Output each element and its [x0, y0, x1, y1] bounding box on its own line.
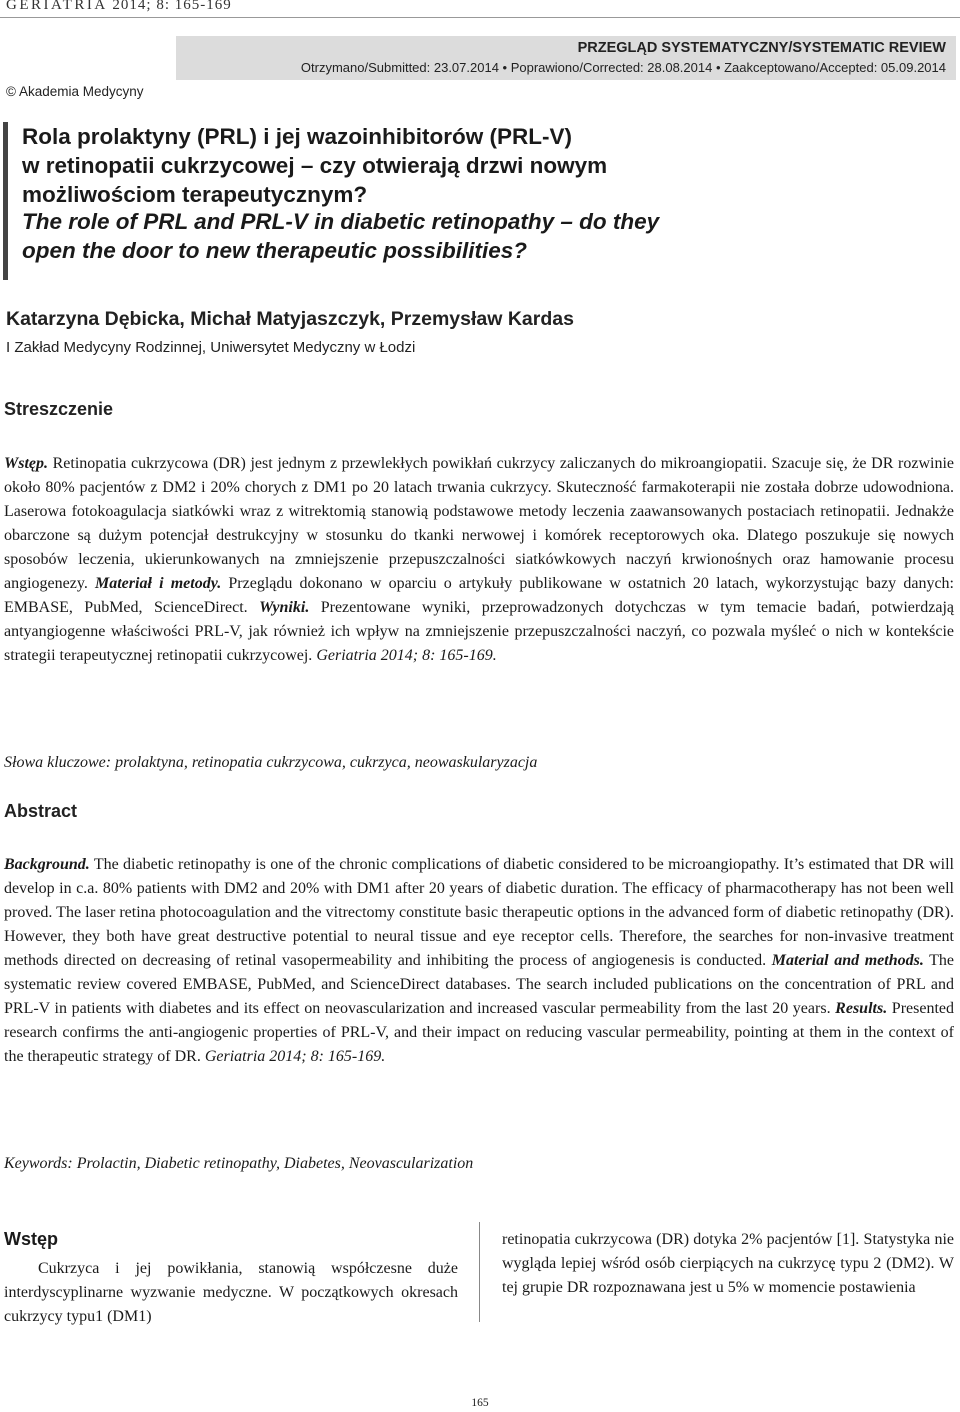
copyright: © Akademia Medycyny [6, 84, 144, 99]
header-rule [0, 17, 960, 18]
journal-name: GERIATRIA [6, 0, 108, 13]
title-polish-line: Rola prolaktyny (PRL) i jej wazoinhibitorów (PRL-V) [22, 124, 573, 149]
intro-heading: Wstęp [4, 1229, 58, 1249]
lead-wyniki: Wyniki. [259, 599, 310, 616]
title-english [22, 207, 942, 265]
intro-left-column: Cukrzyca i jej powikłania, stanowią współczesne duże interdyscyplinarne wyzwanie medyczne. W początkowych okresach cukrzycy typu1 (DM1) [4, 1260, 458, 1325]
authors: Katarzyna Dębicka, Michał Matyjaszczyk, Przemysław Kardas [6, 308, 574, 330]
lead-results: Results. [835, 1000, 888, 1017]
body-text: The systematic review covered EMBASE, PubMed, and ScienceDirect databases. The search included publications on the concentration of PRL and PRL-V in patients with diabetes and its effect on neovascularization and increased vascular permeability from the last 20 years. [4, 952, 955, 1017]
title-polish-line: w retinopatii cukrzycowej – czy otwierają drzwi nowym [22, 153, 608, 178]
streszczenie-body [4, 452, 954, 668]
page-number: 165 [471, 1397, 489, 1409]
review-band [176, 36, 956, 80]
keywords-polish: Słowa kluczowe: prolaktyna, retinopatia cukrzycowa, cukrzyca, neowaskularyzacja [4, 754, 538, 771]
body-text: Prezentowane wyniki, przeprowadzonych dotychczas w tym temacie badań, potwierdzają antyangiogenne właściwości PRL-V, jak również ich wpływ na zmniejszenie przepuszczalności naczyń, co pozwala myśleć o nich w kontekście strategii terapeutycznej retinopatii cukrzycowej. [4, 599, 954, 664]
intro-right-column: retinopatia cukrzycowa (DR) dotyka 2% pacjentów [1]. Statystyka nie wygląda lepiej wśród osób cierpiących na cukrzycę typu 2 (DM2). W tej grupie DR rozpoznawana jest u 5% w momencie postawienia [502, 1231, 954, 1296]
journal-issue: 2014; 8: 165-169 [112, 0, 232, 13]
lead-methods: Material and methods. [771, 952, 924, 969]
lead-background: Background. [4, 856, 90, 873]
keywords-english: Keywords: Prolactin, Diabetic retinopathy, Diabetes, Neovascularization [4, 1155, 474, 1172]
title-accent-bar [3, 122, 8, 280]
body-text: The diabetic retinopathy is one of the chronic complications of diabetic considered to be microangiopathy. It’s estimated that DR will develop in c.a. 80% patients with DM2 and 20% with DM1 after 20 years of diabetic duration. The efficacy of pharmacotherapy has not been well proved. The laser retina photocoagulation and the vitrectomy constitute basic therapeutic options in the advanced form of diabetic retinopathy (DR). However, they both have great destructive potential to neural tissue and eye receptor cells. Therefore, the searches for non-invasive treatment methods directed on decreasing of retinal vasopermeability and inhibiting the process of angiogenesis is conducted. [4, 856, 954, 969]
title-polish [22, 122, 942, 209]
abstract-heading: Abstract [4, 801, 78, 821]
journal-header [6, 0, 232, 14]
body-text: Presented research confirms the anti-angiogenic properties of PRL-V, and their impact on reducing vascular permeability, pointing at them in the context of the therapeutic strategy of DR. [4, 1000, 954, 1065]
streszczenie-heading: Streszczenie [4, 399, 114, 419]
title-polish-line: możliwościom terapeutycznym? [22, 182, 368, 207]
title-english-line: The role of PRL and PRL-V in diabetic retinopathy – do they [22, 209, 660, 234]
column-divider [479, 1222, 480, 1322]
abstract-body [4, 853, 954, 1069]
citation: Geriatria 2014; 8: 165-169. [316, 647, 497, 664]
submission-dates: Otrzymano/Submitted: 23.07.2014 • Poprawiono/Corrected: 28.08.2014 • Zaakceptowano/Accepted: 05.09.2014 [300, 60, 946, 75]
body-text: Retinopatia cukrzycowa (DR) jest jednym z przewlekłych powikłań cukrzycy zaliczanych do mikroangiopatii. Szacuje się, że DR rozwinie około 80% pacjentów z DM2 i 20% chorych z DM1 po 20 latach trwania cukrzycy. Skuteczność farmakoterapii nie została dobrze udowodniona. Laserowa fotokoagulacja siatkówki wraz z witrektomią stanowią podstawowe metody leczenia zaawansowanych postaciach retinopatii. Jednakże obarczone są dużym potencjał destrukcyjny w stosunku do tkanki nerwowej i komórek receptorowych oka. Dlatego poszukuje się nowych sposobów leczenia, ukierunkowanych na zmniejszenie przepuszczalności siatkówkowych naczyń krwionośnych oraz hamowanie procesu angiogenezy. [4, 455, 954, 592]
lead-wstep: Wstęp. [4, 455, 48, 472]
citation: Geriatria 2014; 8: 165-169. [204, 1048, 386, 1065]
review-type: PRZEGLĄD SYSTEMATYCZNY/SYSTEMATIC REVIEW [577, 40, 946, 56]
title-english-line: open the door to new therapeutic possibilities? [22, 238, 528, 263]
affiliation: I Zakład Medycyny Rodzinnej, Uniwersytet Medyczny w Łodzi [6, 339, 416, 356]
lead-material: Materiał i metody. [95, 575, 222, 592]
body-text: Przeglądu dokonano w oparciu o artykuły publikowane w ostatnich 20 latach, wykorzystując bazy danych: EMBASE, PubMed, ScienceDirect. [4, 575, 955, 616]
